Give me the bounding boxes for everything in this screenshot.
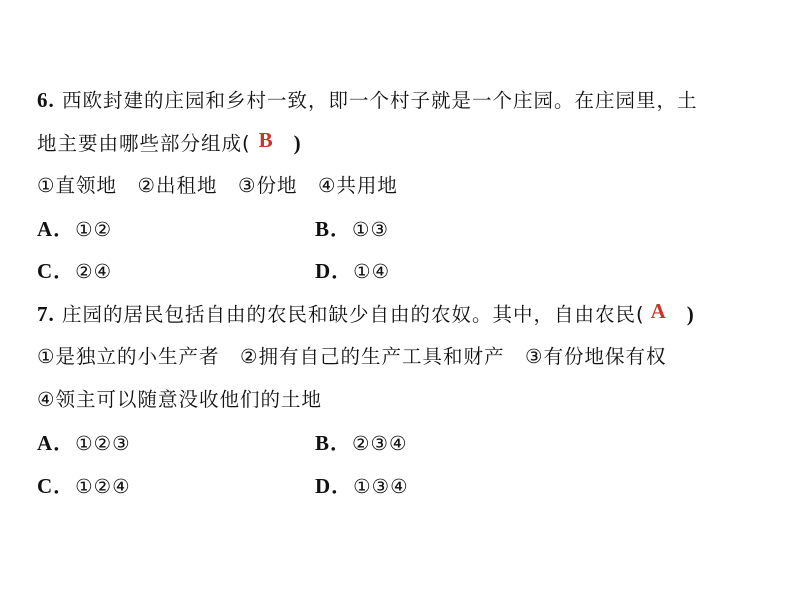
q7-option-c-label: C [37, 474, 54, 498]
q7-answer: A [650, 299, 667, 323]
q6-option-a-label: A [37, 217, 54, 241]
q7-number: 7 [37, 302, 49, 326]
q6-option-d-label: D [315, 259, 332, 283]
q7-items-text1: ①是独立的小生产者 ②拥有自己的生产工具和财产 ③有份地保有权 [37, 345, 667, 368]
q6-options-row2 [37, 259, 391, 284]
q7-option-b: B．②③④ [315, 431, 408, 455]
q7-option-b-text: ②③④ [352, 432, 408, 455]
q7-option-a: A．①②③ [37, 431, 131, 455]
q6-option-d: D．①④ [315, 259, 391, 283]
q6-option-b-text: ①③ [352, 218, 389, 241]
q7-option-c-text: ①②④ [75, 475, 131, 498]
q6-stem-line1 [37, 88, 697, 113]
q6-option-b: B．①③ [315, 217, 389, 241]
q7-option-d-label: D [315, 474, 332, 498]
q6-option-c-text: ②④ [75, 260, 113, 283]
q7-stem-line1 [37, 299, 695, 327]
q7-option-a-text: ①②③ [75, 432, 131, 455]
q6-number-dot: . [48, 88, 55, 112]
q6-option-d-text: ①④ [353, 260, 391, 283]
q6-close-paren: ) [293, 131, 302, 155]
q7-options-row2 [37, 474, 409, 499]
q6-option-b-label: B [315, 217, 331, 241]
q7-stem-text1: 庄园的居民包括自由的农民和缺少自由的农奴。其中，自由农民( [61, 303, 645, 326]
q6-stem-text1: 西欧封建的庄园和乡村一致，即一个村子就是一个庄园。在庄园里，土 [61, 89, 698, 112]
q7-items-line2 [37, 388, 322, 412]
q7-items-text2: ④领主可以随意没收他们的土地 [37, 388, 322, 411]
q6-option-c-label: C [37, 259, 54, 283]
q6-options-row1 [37, 217, 389, 242]
q7-option-a-label: A [37, 431, 54, 455]
q6-option-a-text: ①② [75, 218, 113, 241]
q7-items-line1 [37, 345, 666, 369]
q7-option-c: C．①②④ [37, 474, 131, 498]
q6-items-text: ①直领地 ②出租地 ③份地 ④共用地 [37, 174, 398, 197]
q6-stem-line2 [37, 128, 302, 156]
q7-option-d: D．①③④ [315, 474, 409, 498]
q7-number-dot: . [48, 302, 55, 326]
q7-option-b-label: B [315, 431, 331, 455]
q6-items-line [37, 174, 398, 198]
q6-option-c: C．②④ [37, 259, 113, 283]
q6-answer: B [258, 128, 274, 152]
q6-number: 6 [37, 88, 49, 112]
q6-option-a: A．①② [37, 217, 113, 241]
q7-close-paren: ) [686, 302, 695, 326]
q7-options-row1 [37, 431, 408, 456]
q7-option-d-text: ①③④ [353, 475, 409, 498]
q6-stem-text2: 地主要由哪些部分组成( [37, 132, 251, 155]
